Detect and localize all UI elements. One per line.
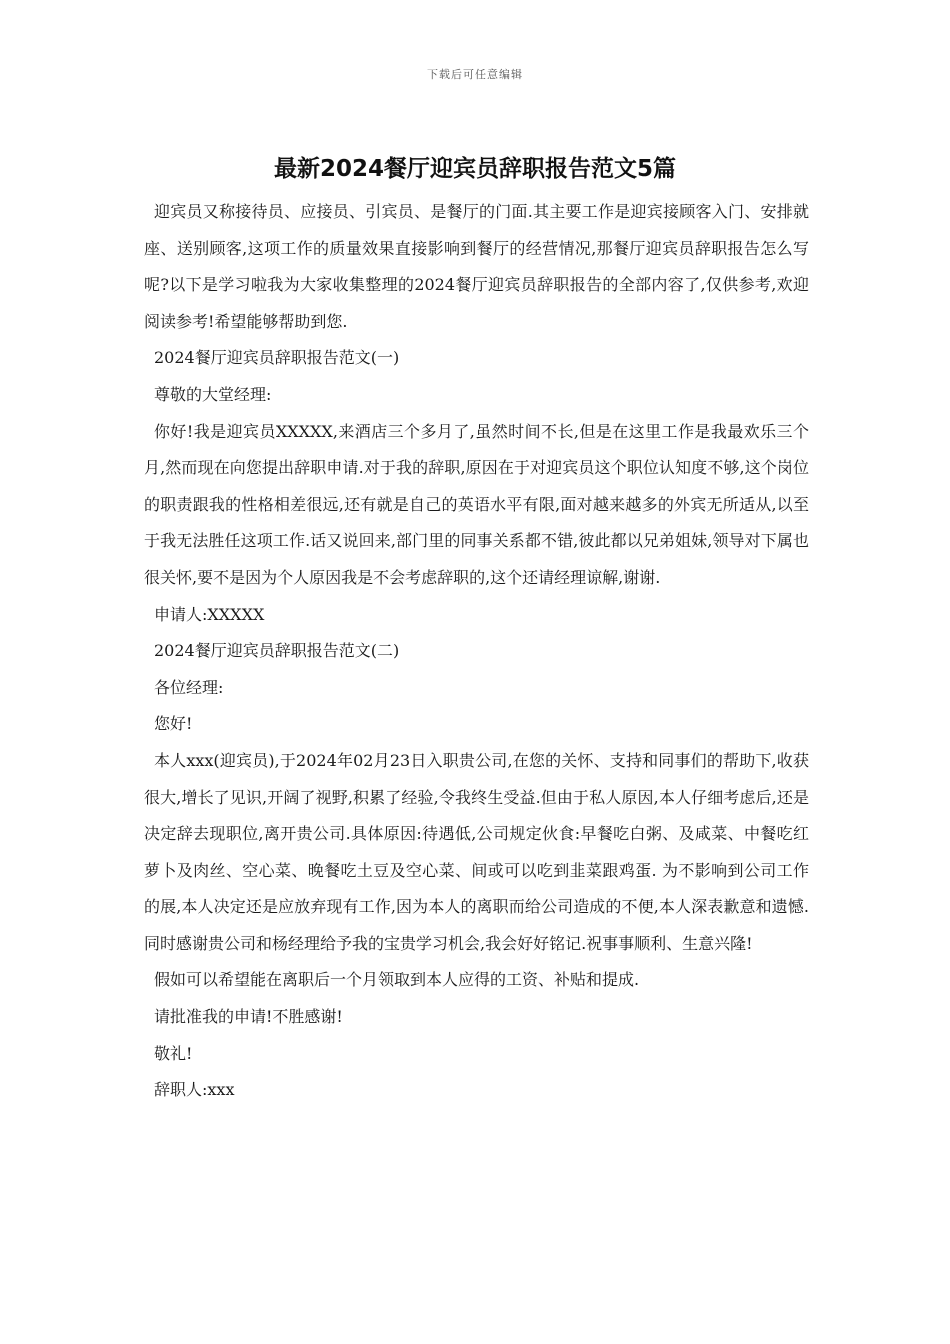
- section-heading-2: 2024餐厅迎宾员辞职报告范文(二): [154, 641, 400, 661]
- section-heading-1: 2024餐厅迎宾员辞职报告范文(一): [154, 348, 400, 368]
- letter-2-request: 假如可以希望能在离职后一个月领取到本人应得的工资、补贴和提成.: [154, 970, 640, 990]
- greeting-2: 您好!: [154, 714, 193, 734]
- letter-2-approval-request: 请批准我的申请!不胜感谢!: [154, 1007, 343, 1027]
- letter-2-closing: 敬礼!: [154, 1043, 193, 1063]
- letter-1-body: 你好!我是迎宾员XXXXX,来酒店三个多月了,虽然时间不长,但是在这里工作是我最欢乐三个月,然而现在向您提出辞职申请.对于我的辞职,原因在于对迎宾员这个职位认知度不够,这个岗位的职责跟我的性格相差很远,还有就是自己的英语水平有限,面对越来越多的外宾无所适从,以至于我无法胜任这项工作.话又说回来,部门里的同事关系都不错,彼此都以兄弟姐妹,领导对下属也很关怀,要不是因为个人原因我是不会考虑辞职的,这个还请经理谅解,谢谢.: [144, 421, 809, 587]
- letter-2-body: 本人xxx(迎宾员),于2024年02月23日入职贵公司,在您的关怀、支持和同事们的帮助下,收获很大,增长了见识,开阔了视野,积累了经验,令我终生受益.但由于私人原因,本人仔细考虑后,还是决定辞去现职位,离开贵公司.具体原因:待遇低,公司规定伙食:早餐吃白粥、及咸菜、中餐吃红萝卜及肉丝、空心菜、晚餐吃土豆及空心菜、间或可以吃到韭菜跟鸡蛋. 为不影响到公司工作的展,本人决定还是应放弃现有工作,因为本人的离职而给公司造成的不便,本人深表歉意和遗憾.同时感谢贵公司和杨经理给予我的宝贵学习机会,我会好好铭记.祝事事顺利、生意兴隆!: [144, 750, 809, 953]
- document-body: [144, 194, 809, 1109]
- letter-2-signature: 辞职人:xxx: [154, 1080, 235, 1100]
- salutation-2: 各位经理:: [154, 677, 224, 697]
- letter-1-signature: 申请人:XXXXX: [154, 604, 265, 624]
- intro-paragraph: 迎宾员又称接待员、应接员、引宾员、是餐厅的门面.其主要工作是迎宾接顾客入门、安排就座、送别顾客,这项工作的质量效果直接影响到餐厅的经营情况,那餐厅迎宾员辞职报告怎么写呢?以下是学习啦我为大家收集整理的2024餐厅迎宾员辞职报告的全部内容了,仅供参考,欢迎阅读参考!希望能够帮助到您.: [144, 202, 809, 331]
- document-title: 最新2024餐厅迎宾员辞职报告范文5篇: [273, 156, 677, 182]
- page-header-note: 下载后可任意编辑: [427, 68, 523, 81]
- salutation-1: 尊敬的大堂经理:: [154, 384, 272, 404]
